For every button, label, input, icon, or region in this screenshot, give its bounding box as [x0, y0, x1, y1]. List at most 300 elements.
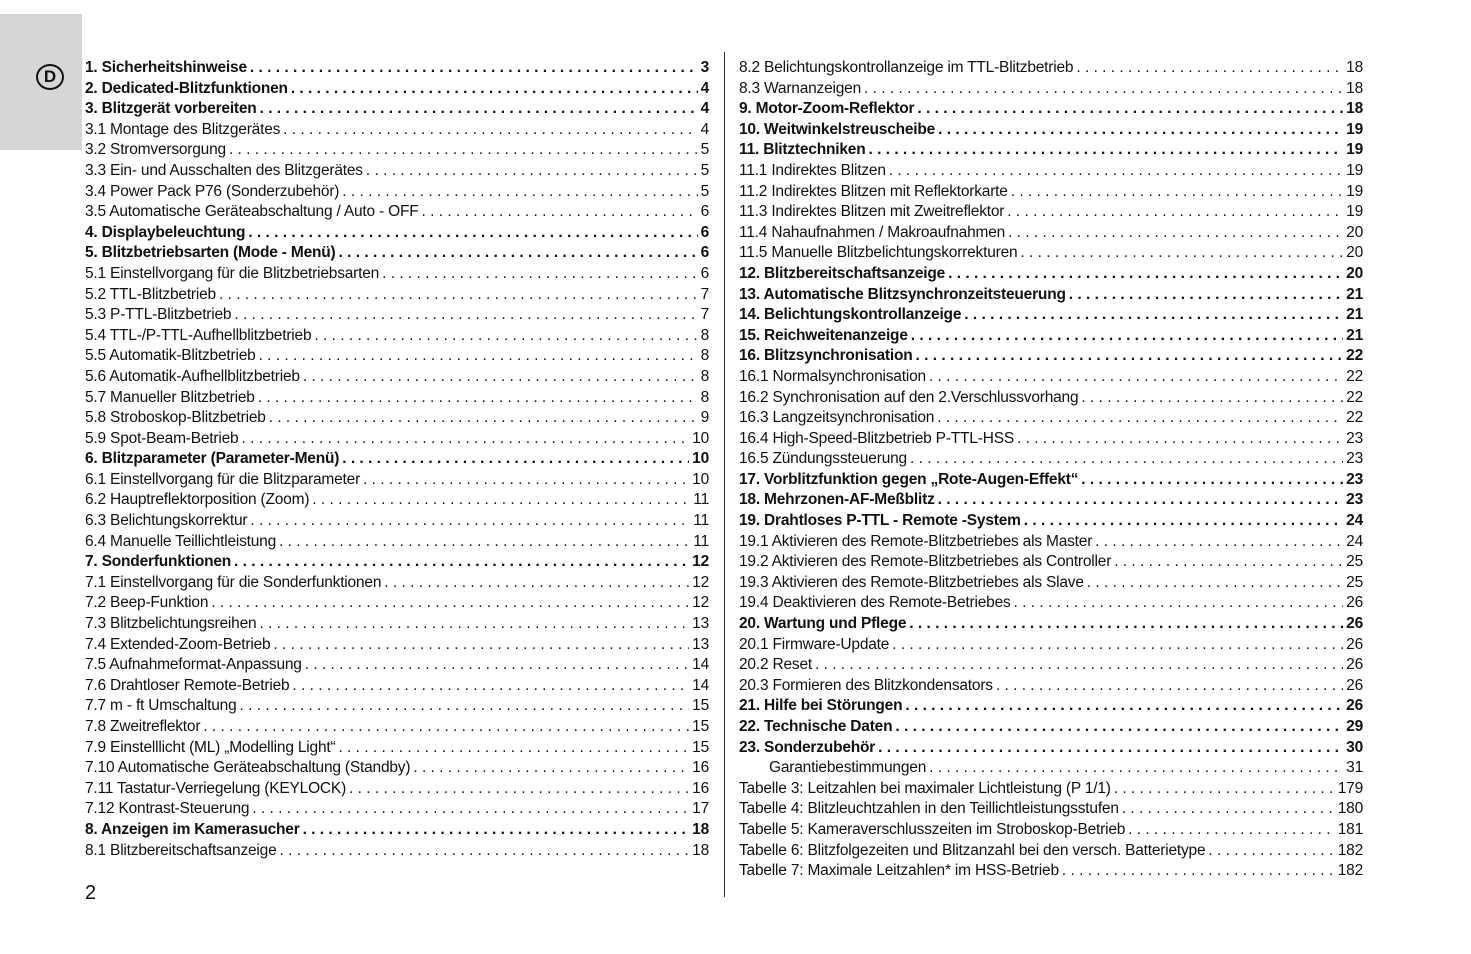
toc-leader-dots [211, 593, 689, 614]
toc-entry[interactable] [739, 264, 1363, 285]
toc-entry-page: 29 [1346, 718, 1363, 735]
toc-entry[interactable] [85, 696, 709, 717]
toc-entry-title: 9. Motor-Zoom-Reflektor [739, 100, 915, 118]
toc-leader-dots [240, 696, 690, 717]
toc-entry-title: 7.8 Zweitreflektor [85, 718, 201, 735]
toc-entry[interactable] [85, 799, 709, 820]
toc-leader-dots [1095, 532, 1343, 553]
toc-entry[interactable] [739, 120, 1363, 141]
toc-entry[interactable] [739, 449, 1363, 470]
toc-entry[interactable] [739, 655, 1363, 676]
toc-entry-page: 10 [692, 450, 709, 468]
toc-entry-page: 18 [1346, 79, 1363, 97]
toc-entry-page: 15 [692, 718, 709, 735]
toc-entry[interactable] [85, 758, 709, 779]
toc-entry[interactable] [739, 758, 1363, 779]
toc-entry-page: 11 [693, 491, 709, 509]
toc-entry-page: 21 [1346, 285, 1363, 303]
toc-entry-title: 5.8 Stroboskop-Blitzbetrieb [85, 409, 266, 427]
toc-entry[interactable] [85, 593, 709, 614]
toc-entry-page: 26 [1346, 594, 1363, 612]
toc-leader-dots [229, 140, 698, 161]
toc-entry[interactable] [739, 552, 1363, 573]
toc-leader-dots [273, 635, 689, 656]
toc-entry-title: 5.7 Manueller Blitzbetrieb [85, 388, 255, 406]
toc-entry-page: 19 [1346, 120, 1363, 138]
toc-leader-dots [342, 182, 697, 203]
toc-entry-page: 22 [1346, 367, 1363, 385]
toc-entry-page: 4 [700, 100, 709, 118]
toc-entry-page: 5 [700, 141, 709, 159]
toc-entry-title: Tabelle 6: Blitzfolgezeiten und Blitzanzahl bei den versch. Batterietype [739, 841, 1206, 859]
toc-entry[interactable] [739, 779, 1363, 800]
toc-entry[interactable] [739, 676, 1363, 697]
toc-entry-title: 7.10 Automatische Geräteabschaltung (Standby) [85, 759, 411, 777]
toc-entry[interactable] [85, 202, 709, 223]
toc-leader-dots [1011, 182, 1343, 203]
toc-entry-title: 8. Anzeigen im Kamerasucher [85, 820, 300, 838]
toc-entry[interactable] [739, 223, 1363, 244]
toc-entry[interactable] [739, 408, 1363, 429]
toc-entry-title: 11.2 Indirektes Blitzen mit Reflektorkarte [739, 182, 1008, 200]
toc-entry-page: 21 [1346, 306, 1363, 324]
toc-entry-page: 8 [700, 388, 709, 406]
toc-entry-title: 20. Wartung und Pflege [739, 615, 907, 633]
toc-leader-dots [366, 161, 698, 182]
toc-right-column [739, 58, 1363, 882]
toc-entry-page: 24 [1346, 512, 1363, 530]
toc-leader-dots [258, 388, 698, 409]
toc-entry-page: 13 [692, 635, 709, 653]
toc-entry-page: 26 [1346, 697, 1363, 715]
toc-entry[interactable] [85, 305, 709, 326]
toc-entry[interactable] [739, 490, 1363, 511]
toc-leader-dots [305, 655, 689, 676]
toc-entry-page: 182 [1337, 841, 1363, 859]
toc-leader-dots [917, 99, 1343, 120]
toc-entry[interactable] [85, 635, 709, 656]
toc-leader-dots [1014, 593, 1344, 614]
toc-entry-title: 16.3 Langzeitsynchronisation [739, 409, 935, 427]
toc-entry-title: 7.9 Einstelllicht (ML) „Modelling Light“ [85, 738, 336, 756]
toc-entry-title: 11. Blitztechniken [739, 141, 866, 159]
toc-entry-title: 22. Technische Daten [739, 718, 893, 735]
toc-leader-dots [1069, 285, 1343, 306]
toc-entry[interactable] [739, 79, 1363, 100]
toc-leader-dots [938, 120, 1343, 141]
toc-entry-title: 14. Belichtungskontrollanzeige [739, 306, 962, 324]
toc-entry[interactable] [739, 532, 1363, 553]
toc-entry-title: 7.11 Tastatur-Verriegelung (KEYLOCK) [85, 779, 347, 797]
toc-leader-dots [895, 717, 1343, 738]
toc-entry-page: 14 [692, 656, 709, 674]
toc-entry-page: 19 [1346, 161, 1363, 179]
toc-leader-dots [292, 676, 689, 697]
toc-leader-dots [929, 758, 1343, 779]
toc-entry[interactable] [85, 161, 709, 182]
toc-entry[interactable] [739, 58, 1363, 79]
toc-leader-dots [248, 223, 697, 244]
toc-entry[interactable] [739, 202, 1363, 223]
toc-entry-page: 10 [692, 429, 709, 447]
toc-leader-dots [260, 99, 698, 120]
toc-entry-title: 20.2 Reset [739, 656, 812, 674]
toc-entry-title: 6. Blitzparameter (Parameter-Menü) [85, 450, 340, 468]
toc-entry-title: 19. Drahtloses P-TTL - Remote -System [739, 512, 1021, 530]
toc-entry-page: 22 [1346, 409, 1363, 427]
toc-leader-dots [1128, 820, 1335, 841]
toc-entry-title: 18. Mehrzonen-AF-Meßblitz [739, 491, 935, 509]
toc-entry-page: 8 [700, 367, 709, 385]
toc-entry-title: 11.4 Nahaufnahmen / Makroaufnahmen [739, 223, 1006, 241]
toc-entry[interactable] [85, 264, 709, 285]
toc-entry[interactable] [85, 429, 709, 450]
toc-entry[interactable] [739, 388, 1363, 409]
toc-entry-page: 19 [1346, 141, 1363, 159]
toc-entry-page: 11 [693, 512, 709, 530]
toc-leader-dots [1208, 841, 1334, 862]
toc-entry-page: 18 [692, 820, 709, 838]
toc-entry[interactable] [739, 861, 1363, 882]
toc-entry-page: 181 [1337, 820, 1363, 838]
toc-entry-page: 31 [1346, 759, 1363, 777]
toc-entry-title: 5.3 P-TTL-Blitzbetrieb [85, 306, 232, 324]
toc-entry-page: 15 [692, 738, 709, 756]
toc-entry[interactable] [85, 841, 709, 862]
toc-leader-dots [382, 264, 697, 285]
toc-entry-title: 10. Weitwinkelstreuscheibe [739, 120, 936, 138]
toc-leader-dots [938, 490, 1344, 511]
toc-entry-page: 8 [700, 326, 709, 344]
toc-entry-title: 3. Blitzgerät vorbereiten [85, 100, 257, 118]
toc-entry[interactable] [739, 470, 1363, 491]
toc-entry[interactable] [739, 429, 1363, 450]
toc-entry-title: 5.9 Spot-Beam-Betrieb [85, 429, 239, 447]
toc-entry-title: 11.3 Indirektes Blitzen mit Zweitreflektor [739, 203, 1005, 221]
toc-leader-dots [339, 243, 698, 264]
toc-entry-page: 18 [1346, 100, 1363, 118]
toc-entry[interactable] [739, 161, 1363, 182]
toc-entry-page: 7 [700, 285, 709, 303]
toc-entry[interactable] [739, 346, 1363, 367]
toc-entry-page: 22 [1346, 388, 1363, 406]
toc-leader-dots [312, 490, 690, 511]
toc-leader-dots [303, 367, 698, 388]
toc-entry-title: 7.12 Kontrast-Steuerung [85, 800, 250, 818]
toc-entry-title: 7. Sonderfunktionen [85, 553, 232, 571]
toc-entry-page: 16 [692, 779, 709, 797]
toc-entry[interactable] [85, 140, 709, 161]
toc-leader-dots [937, 408, 1343, 429]
toc-entry[interactable] [85, 511, 709, 532]
toc-entry-title: 5.4 TTL-/P-TTL-Aufhellblitzbetrieb [85, 326, 312, 344]
toc-entry[interactable] [739, 696, 1363, 717]
toc-entry[interactable] [85, 779, 709, 800]
toc-entry-title: 6.4 Manuelle Teillichtleistung [85, 532, 277, 550]
toc-leader-dots [338, 738, 689, 759]
toc-entry-page: 6 [700, 223, 709, 241]
toc-entry[interactable] [739, 614, 1363, 635]
toc-leader-dots [384, 573, 689, 594]
toc-entry-page: 12 [692, 553, 709, 571]
toc-entry-title: 7.7 m - ft Umschaltung [85, 697, 237, 715]
toc-leader-dots [1017, 429, 1343, 450]
toc-entry[interactable] [85, 655, 709, 676]
toc-entry-title: 13. Automatische Blitzsynchronzeitsteuerung [739, 285, 1066, 303]
toc-leader-dots [314, 326, 697, 347]
toc-entry-title: 21. Hilfe bei Störungen [739, 697, 903, 715]
toc-entry-title: Tabelle 3: Leitzahlen bei maximaler Lichtleistung (P 1/1) [739, 779, 1111, 797]
toc-leader-dots [413, 758, 689, 779]
toc-entry[interactable] [85, 470, 709, 491]
toc-entry[interactable] [85, 820, 709, 841]
toc-leader-dots [1114, 552, 1343, 573]
toc-entry-page: 14 [692, 676, 709, 694]
toc-leader-dots [815, 655, 1343, 676]
toc-leader-dots [234, 552, 689, 573]
toc-entry-page: 19 [1346, 182, 1363, 200]
toc-entry[interactable] [85, 552, 709, 573]
toc-entry-title: 11.1 Indirektes Blitzen [739, 161, 886, 179]
toc-entry-page: 7 [700, 306, 709, 324]
toc-entry[interactable] [85, 223, 709, 244]
toc-entry[interactable] [739, 140, 1363, 161]
toc-leader-dots [283, 120, 697, 141]
toc-leader-dots [241, 429, 689, 450]
toc-entry[interactable] [739, 841, 1363, 862]
toc-entry-title: 19.1 Aktivieren des Remote-Blitzbetriebes als Master [739, 532, 1093, 550]
toc-entry[interactable] [739, 799, 1363, 820]
toc-leader-dots [996, 676, 1343, 697]
toc-entry-title: 16. Blitzsynchronisation [739, 347, 913, 365]
toc-entry-page: 6 [700, 264, 709, 282]
toc-leader-dots [422, 202, 698, 223]
toc-entry-title: 5. Blitzbetriebsarten (Mode - Menü) [85, 244, 336, 262]
toc-entry[interactable] [85, 367, 709, 388]
toc-leader-dots [279, 532, 690, 553]
toc-entry[interactable] [85, 449, 709, 470]
toc-entry-page: 5 [700, 161, 709, 179]
toc-entry-page: 182 [1337, 862, 1363, 880]
column-divider [724, 52, 725, 897]
toc-leader-dots [1114, 779, 1335, 800]
toc-entry-title: 15. Reichweitenanzeige [739, 326, 908, 344]
toc-entry[interactable] [85, 490, 709, 511]
toc-leader-dots [964, 305, 1343, 326]
toc-entry[interactable] [85, 532, 709, 553]
toc-entry-page: 6 [700, 244, 709, 262]
toc-entry-page: 179 [1337, 779, 1363, 797]
toc-entry[interactable] [739, 182, 1363, 203]
toc-entry-title: 7.1 Einstellvorgang für die Sonderfunktionen [85, 573, 382, 591]
toc-leader-dots [349, 779, 689, 800]
toc-entry-page: 22 [1346, 347, 1363, 365]
toc-entry-title: 7.2 Beep-Funktion [85, 594, 209, 612]
toc-leader-dots [259, 614, 689, 635]
toc-entry-page: 3 [700, 59, 709, 76]
toc-entry[interactable] [739, 285, 1363, 306]
toc-leader-dots [1087, 573, 1343, 594]
toc-leader-dots [878, 738, 1343, 759]
toc-entry[interactable] [739, 99, 1363, 120]
toc-entry[interactable] [85, 573, 709, 594]
toc-entry[interactable] [739, 367, 1363, 388]
toc-leader-dots [363, 470, 689, 491]
toc-leader-dots [280, 841, 690, 862]
toc-entry-title: 7.3 Blitzbelichtungsreihen [85, 615, 257, 633]
toc-entry-page: 18 [1346, 59, 1363, 76]
toc-entry-page: 20 [1346, 244, 1363, 262]
toc-entry-page: 20 [1346, 264, 1363, 282]
toc-leader-dots [252, 799, 689, 820]
toc-entry-page: 24 [1346, 532, 1363, 550]
language-badge: D [36, 64, 64, 90]
toc-entry-title: 16.2 Synchronisation auf den 2.Verschlussvorhang [739, 388, 1079, 406]
toc-entry-title: 7.6 Drahtloser Remote-Betrieb [85, 676, 290, 694]
toc-leader-dots [868, 140, 1343, 161]
toc-entry[interactable] [739, 511, 1363, 532]
toc-leader-dots [303, 820, 690, 841]
toc-entry-title: 5.6 Automatik-Aufhellblitzbetrieb [85, 367, 300, 385]
toc-entry-page: 5 [700, 182, 709, 200]
toc-entry-title: 12. Blitzbereitschaftsanzeige [739, 264, 946, 282]
toc-entry-title: 6.3 Belichtungskorrektur [85, 512, 248, 530]
toc-entry-page: 6 [700, 203, 709, 221]
toc-leader-dots [864, 79, 1343, 100]
toc-entry-title: 20.3 Formieren des Blitzkondensators [739, 676, 993, 694]
toc-entry[interactable] [85, 676, 709, 697]
toc-entry-title: 16.4 High-Speed-Blitzbetrieb P-TTL-HSS [739, 429, 1014, 447]
toc-entry-page: 180 [1337, 800, 1363, 818]
toc-leader-dots [203, 717, 689, 738]
toc-entry[interactable] [85, 614, 709, 635]
toc-entry[interactable] [739, 326, 1363, 347]
toc-entry-title: 11.5 Manuelle Blitzbelichtungskorrekturen [739, 244, 1018, 262]
toc-entry-page: 26 [1346, 676, 1363, 694]
toc-entry[interactable] [85, 243, 709, 264]
toc-entry-title: 19.4 Deaktivieren des Remote-Betriebes [739, 594, 1011, 612]
toc-entry[interactable] [739, 593, 1363, 614]
toc-entry[interactable] [739, 717, 1363, 738]
toc-leader-dots [1081, 470, 1343, 491]
toc-entry[interactable] [85, 408, 709, 429]
toc-entry-title: Garantiebestimmungen [769, 759, 927, 777]
toc-leader-dots [1020, 243, 1343, 264]
toc-leader-dots [1007, 202, 1343, 223]
toc-entry-title: 16.5 Zündungssteuerung [739, 450, 907, 468]
toc-entry-page: 23 [1346, 450, 1363, 468]
toc-entry[interactable] [85, 79, 709, 100]
toc-entry-page: 26 [1346, 635, 1363, 653]
toc-leader-dots [1062, 861, 1335, 882]
toc-entry-title: 16.1 Normalsynchronisation [739, 367, 926, 385]
toc-leader-dots [269, 408, 698, 429]
toc-entry-title: 3.1 Montage des Blitzgerätes [85, 120, 281, 138]
toc-leader-dots [259, 346, 698, 367]
toc-leader-dots [910, 449, 1343, 470]
toc-entry[interactable] [739, 573, 1363, 594]
toc-entry-title: 6.1 Einstellvorgang für die Blitzparameter [85, 470, 361, 488]
toc-entry-page: 30 [1346, 738, 1363, 756]
toc-entry[interactable] [85, 346, 709, 367]
toc-entry[interactable] [739, 305, 1363, 326]
toc-entry[interactable] [85, 326, 709, 347]
toc-entry-page: 25 [1346, 553, 1363, 571]
toc-entry-title: 19.2 Aktivieren des Remote-Blitzbetriebes als Controller [739, 553, 1112, 571]
toc-entry-page: 12 [692, 573, 709, 591]
toc-entry[interactable] [85, 717, 709, 738]
toc-leader-dots [929, 367, 1343, 388]
toc-leader-dots [892, 635, 1343, 656]
toc-entry-page: 8 [700, 347, 709, 365]
toc-leader-dots [916, 346, 1344, 367]
toc-entry-title: 1. Sicherheitshinweise [85, 59, 247, 76]
toc-leader-dots [219, 285, 698, 306]
toc-entry-page: 23 [1346, 429, 1363, 447]
toc-entry[interactable] [85, 58, 709, 79]
toc-leader-dots [1081, 388, 1343, 409]
toc-entry-page: 23 [1346, 491, 1363, 509]
toc-leader-dots [909, 614, 1343, 635]
toc-leader-dots [1122, 799, 1335, 820]
toc-entry[interactable] [85, 182, 709, 203]
toc-entry[interactable] [739, 243, 1363, 264]
toc-entry-page: 21 [1346, 326, 1363, 344]
toc-entry[interactable] [85, 738, 709, 759]
toc-entry[interactable] [85, 99, 709, 120]
toc-entry-title: 20.1 Firmware-Update [739, 635, 890, 653]
toc-entry-title: 5.5 Automatik-Blitzbetrieb [85, 347, 256, 365]
toc-entry-page: 16 [692, 759, 709, 777]
toc-entry-page: 17 [692, 800, 709, 818]
toc-entry-title: 2. Dedicated-Blitzfunktionen [85, 79, 288, 97]
toc-entry-title: 8.2 Belichtungskontrollanzeige im TTL-Blitzbetrieb [739, 59, 1074, 76]
toc-entry-page: 11 [693, 532, 709, 550]
toc-entry-page: 9 [700, 409, 709, 427]
toc-entry-title: 5.1 Einstellvorgang für die Blitzbetriebsarten [85, 264, 380, 282]
toc-entry-page: 10 [692, 470, 709, 488]
toc-entry[interactable] [85, 285, 709, 306]
toc-entry[interactable] [739, 635, 1363, 656]
toc-leader-dots [905, 696, 1343, 717]
toc-leader-dots [291, 79, 698, 100]
toc-leader-dots [250, 58, 698, 79]
toc-entry-title: 3.2 Stromversorgung [85, 141, 226, 159]
toc-entry-title: 7.4 Extended-Zoom-Betrieb [85, 635, 271, 653]
toc-entry-page: 23 [1346, 470, 1363, 488]
toc-entry-title: 5.2 TTL-Blitzbetrieb [85, 285, 216, 303]
toc-entry-title: Tabelle 5: Kameraverschlusszeiten im Stroboskop-Betrieb [739, 820, 1126, 838]
toc-leader-dots [342, 449, 689, 470]
toc-entry-title: 17. Vorblitzfunktion gegen „Rote-Augen-Effekt“ [739, 470, 1079, 488]
toc-entry-page: 19 [1346, 203, 1363, 221]
toc-entry-page: 12 [692, 594, 709, 612]
toc-entry[interactable] [739, 738, 1363, 759]
toc-entry[interactable] [85, 120, 709, 141]
toc-leader-dots [889, 161, 1343, 182]
toc-entry-title: 3.4 Power Pack P76 (Sonderzubehör) [85, 182, 340, 200]
toc-entry-page: 26 [1346, 656, 1363, 674]
toc-entry[interactable] [739, 820, 1363, 841]
toc-entry-page: 25 [1346, 573, 1363, 591]
toc-entry-page: 20 [1346, 223, 1363, 241]
toc-entry[interactable] [85, 388, 709, 409]
toc-leader-dots [1076, 58, 1343, 79]
toc-entry-page: 15 [692, 697, 709, 715]
toc-entry-title: Tabelle 7: Maximale Leitzahlen* im HSS-Betrieb [739, 862, 1059, 880]
toc-leader-dots [234, 305, 697, 326]
toc-entry-title: Tabelle 4: Blitzleuchtzahlen in den Teillichtleistungsstufen [739, 800, 1119, 818]
